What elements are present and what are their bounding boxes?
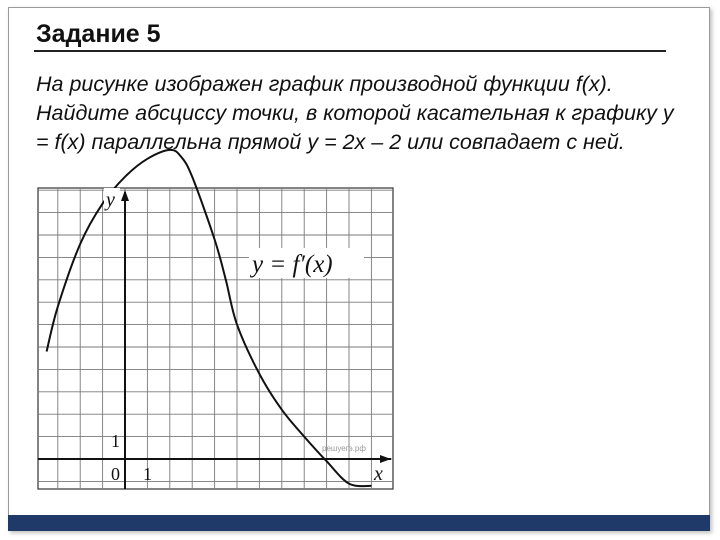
y-axis-label: y [106,189,115,211]
slide-title: Задание 5 [36,20,161,48]
x-unit-label: 1 [143,464,152,484]
x-axis-label: x [374,463,383,485]
bottom-bar [8,515,710,531]
watermark: решуегэ.рф [322,444,366,453]
curve-label: y = f′(x) [252,251,333,278]
origin-label: 0 [111,464,120,484]
task-text: На рисунке изображен график производной функции f(x). Найдите абсциссу точки, в которой касательная к графику y = f(x) параллельна прямой y = 2x – 2 или совпадает с ней. [36,72,674,154]
y-unit-label: 1 [111,431,120,451]
